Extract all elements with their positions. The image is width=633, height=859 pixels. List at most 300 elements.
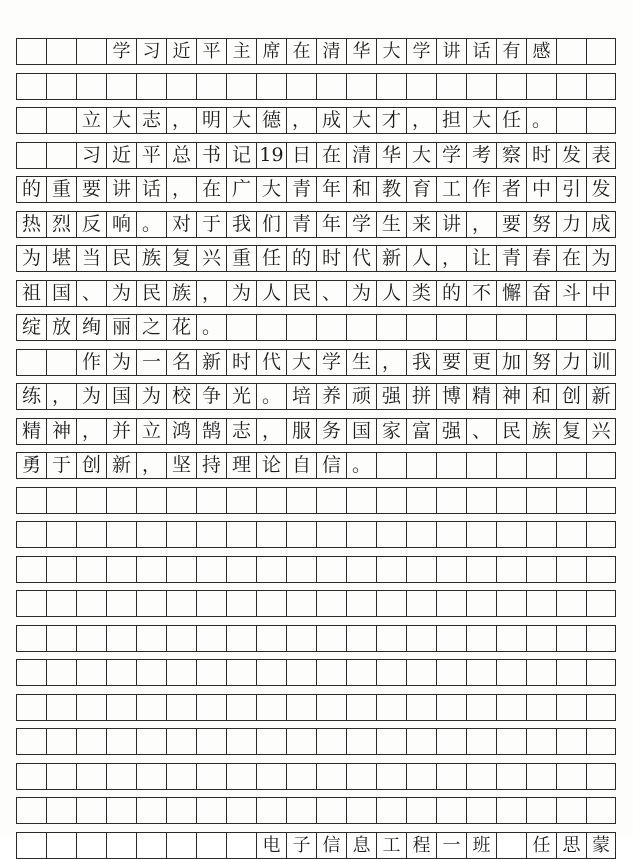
grid-cell: [406, 729, 436, 754]
grid-cell: [376, 764, 406, 789]
grid-cell: [166, 660, 196, 685]
grid-cell: [256, 591, 286, 616]
grid-cell: [166, 522, 196, 547]
grid-cell: [106, 557, 136, 582]
grid-cell: [256, 522, 286, 547]
grid-character: 青: [286, 212, 316, 237]
grid-cell: [76, 39, 106, 64]
grid-cell: [76, 798, 106, 823]
grid-character: 们: [256, 212, 286, 237]
grid-character: 在: [286, 39, 316, 64]
grid-cell: [46, 74, 76, 99]
grid-cell: [226, 557, 256, 582]
grid-cell: [586, 798, 616, 823]
grid-character: 光: [226, 384, 256, 409]
grid-cell: [466, 764, 496, 789]
grid-cell: [256, 557, 286, 582]
grid-character: 懈: [496, 281, 526, 306]
grid-cell: [46, 798, 76, 823]
grid-character: 力: [556, 350, 586, 375]
grid-character: 为: [16, 246, 46, 271]
grid-character: 德: [256, 108, 286, 133]
grid-cell: [136, 764, 166, 789]
grid-cell: [586, 74, 616, 99]
grid-cell: [526, 729, 556, 754]
grid-cell: [166, 591, 196, 616]
grid-character: 任: [256, 246, 286, 271]
grid-character: 绽: [16, 315, 46, 340]
grid-cell: [586, 695, 616, 720]
grid-cell: [436, 626, 466, 651]
grid-cell: [226, 764, 256, 789]
grid-row: [16, 694, 616, 721]
grid-character: 话: [136, 177, 166, 202]
grid-character: 重: [46, 177, 76, 202]
grid-cell: [166, 798, 196, 823]
grid-cell: [256, 764, 286, 789]
grid-cell: [316, 522, 346, 547]
grid-character: 民: [136, 281, 166, 306]
grid-character: 代: [346, 246, 376, 271]
grid-character: 并: [106, 419, 136, 444]
grid-cell: [496, 626, 526, 651]
grid-cell: [106, 798, 136, 823]
grid-cell: [76, 729, 106, 754]
grid-cell: [166, 557, 196, 582]
grid-cell: [256, 488, 286, 513]
grid-cell: [286, 522, 316, 547]
grid-character: 学: [406, 39, 436, 64]
grid-cell: [586, 488, 616, 513]
grid-character: 家: [376, 419, 406, 444]
grid-character: 族: [526, 419, 556, 444]
grid-character: 书: [196, 143, 226, 168]
grid-cell: [76, 522, 106, 547]
grid-cell: [196, 626, 226, 651]
grid-character: 程: [406, 833, 436, 858]
grid-cell: [406, 74, 436, 99]
grid-character: 主: [226, 39, 256, 64]
grid-cell: [346, 798, 376, 823]
grid-cell: [316, 660, 346, 685]
signature-row: [16, 832, 616, 859]
grid-cell: [496, 488, 526, 513]
grid-cell: [556, 591, 586, 616]
grid-cell: [196, 695, 226, 720]
grid-cell: [406, 695, 436, 720]
grid-cell: [586, 522, 616, 547]
grid-character: 理: [226, 453, 256, 478]
grid-cell: [496, 522, 526, 547]
grid-character: 于: [46, 453, 76, 478]
grid-cell: [256, 798, 286, 823]
grid-cell: [586, 557, 616, 582]
grid-character: 。: [526, 108, 556, 133]
grid-cell: [466, 453, 496, 478]
grid-cell: [526, 591, 556, 616]
grid-cell: [586, 660, 616, 685]
grid-cell: [16, 108, 46, 133]
grid-character: ，: [76, 419, 106, 444]
grid-character: 人: [376, 281, 406, 306]
grid-character: 年: [316, 212, 346, 237]
grid-cell: [346, 729, 376, 754]
grid-character: 大: [346, 108, 376, 133]
grid-cell: [556, 39, 586, 64]
grid-character: 任: [496, 108, 526, 133]
grid-cell: [196, 74, 226, 99]
grid-character: 。: [136, 212, 166, 237]
grid-character: 为: [76, 384, 106, 409]
grid-cell: [346, 591, 376, 616]
grid-character: 民: [286, 281, 316, 306]
grid-row: [16, 556, 616, 583]
grid-cell: [466, 798, 496, 823]
grid-character: 富: [406, 419, 436, 444]
grid-character: 平: [196, 39, 226, 64]
grid-character: 考: [466, 143, 496, 168]
grid-cell: [136, 591, 166, 616]
grid-character: 在: [556, 246, 586, 271]
grid-cell: [196, 764, 226, 789]
grid-cell: [586, 591, 616, 616]
grid-cell: [436, 729, 466, 754]
grid-cell: [16, 695, 46, 720]
grid-character: 为: [586, 246, 616, 271]
grid-cell: [406, 488, 436, 513]
grid-cell: [496, 591, 526, 616]
grid-character: 为: [106, 281, 136, 306]
grid-character: 训: [586, 350, 616, 375]
grid-cell: [556, 626, 586, 651]
grid-character: 花: [166, 315, 196, 340]
grid-cell: [166, 626, 196, 651]
grid-cell: [316, 488, 346, 513]
grid-cell: [316, 729, 346, 754]
grid-character: ，: [466, 212, 496, 237]
grid-row: [16, 142, 616, 169]
grid-character: 绚: [76, 315, 106, 340]
grid-cell: [466, 74, 496, 99]
grid-character: 对: [166, 212, 196, 237]
grid-cell: [496, 764, 526, 789]
grid-cell: [496, 557, 526, 582]
grid-character: 蒙: [586, 833, 616, 858]
grid-cell: [286, 695, 316, 720]
grid-row: [16, 521, 616, 548]
grid-cell: [166, 695, 196, 720]
grid-cell: [226, 591, 256, 616]
grid-character: 鹄: [196, 419, 226, 444]
grid-character: 广: [226, 177, 256, 202]
grid-cell: [166, 74, 196, 99]
grid-character: 成: [316, 108, 346, 133]
grid-cell: [556, 729, 586, 754]
grid-character: ，: [286, 108, 316, 133]
grid-cell: [406, 798, 436, 823]
grid-cell: [586, 453, 616, 478]
grid-cell: [586, 39, 616, 64]
grid-cell: [16, 729, 46, 754]
grid-cell: [286, 488, 316, 513]
grid-cell: [106, 522, 136, 547]
grid-cell: [46, 39, 76, 64]
grid-cell: [46, 488, 76, 513]
grid-cell: [106, 591, 136, 616]
grid-character: 新: [586, 384, 616, 409]
grid-character: 近: [166, 39, 196, 64]
grid-character: 族: [166, 281, 196, 306]
grid-character: 才: [376, 108, 406, 133]
grid-cell: [376, 315, 406, 340]
grid-character: 时: [316, 246, 346, 271]
grid-cell: [286, 729, 316, 754]
grid-character: 来: [406, 212, 436, 237]
grid-character: 兴: [196, 246, 226, 271]
grid-cell: [376, 74, 406, 99]
grid-character: 强: [436, 419, 466, 444]
grid-cell: [496, 453, 526, 478]
grid-character: 学: [316, 350, 346, 375]
grid-cell: [586, 108, 616, 133]
grid-character: 复: [166, 246, 196, 271]
grid-cell: [346, 315, 376, 340]
grid-character: 明: [196, 108, 226, 133]
grid-row: [16, 176, 616, 203]
grid-cell: [16, 626, 46, 651]
grid-cell: [316, 798, 346, 823]
grid-character: 新: [196, 350, 226, 375]
grid-character: 生: [376, 212, 406, 237]
grid-character: 为: [106, 350, 136, 375]
grid-character: 和: [526, 384, 556, 409]
grid-cell: [76, 488, 106, 513]
grid-cell: [556, 522, 586, 547]
grid-row: [16, 763, 616, 790]
grid-cell: [316, 557, 346, 582]
grid-cell: [526, 315, 556, 340]
grid-character: 工: [436, 177, 466, 202]
grid-cell: [526, 74, 556, 99]
grid-cell: [136, 695, 166, 720]
grid-character: 的: [286, 246, 316, 271]
grid-character: ，: [376, 350, 406, 375]
grid-character: 精: [466, 384, 496, 409]
grid-character: 让: [466, 246, 496, 271]
grid-cell: [556, 315, 586, 340]
grid-character: 。: [256, 384, 286, 409]
grid-cell: [556, 557, 586, 582]
grid-character: 表: [586, 143, 616, 168]
grid-row: [16, 590, 616, 617]
grid-cell: [346, 626, 376, 651]
grid-character: 当: [76, 246, 106, 271]
grid-character: 持: [196, 453, 226, 478]
grid-character: 清: [316, 39, 346, 64]
grid-character: 作: [466, 177, 496, 202]
grid-character: 不: [466, 281, 496, 306]
grid-character: 烈: [46, 212, 76, 237]
grid-row: [16, 107, 616, 134]
grid-row: [16, 728, 616, 755]
grid-cell: [196, 488, 226, 513]
grid-cell: [46, 695, 76, 720]
grid-character: 青: [286, 177, 316, 202]
grid-character: 努: [526, 212, 556, 237]
grid-cell: [46, 522, 76, 547]
grid-cell: [286, 74, 316, 99]
grid-cell: [226, 660, 256, 685]
grid-character: 为: [346, 281, 376, 306]
grid-character: 立: [76, 108, 106, 133]
grid-cell: [556, 660, 586, 685]
grid-character: 放: [46, 315, 76, 340]
grid-cell: [466, 591, 496, 616]
grid-cell: [316, 695, 346, 720]
grid-cell: [346, 764, 376, 789]
grid-cell: [376, 591, 406, 616]
grid-cell: [466, 695, 496, 720]
grid-character: 争: [196, 384, 226, 409]
grid-cell: [376, 729, 406, 754]
grid-cell: [346, 522, 376, 547]
grid-cell: [76, 764, 106, 789]
grid-character: 族: [136, 246, 166, 271]
grid-cell: [346, 660, 376, 685]
grid-row: [16, 625, 616, 652]
grid-row: [16, 383, 616, 410]
grid-character: 一: [436, 833, 466, 858]
grid-cell: [76, 557, 106, 582]
grid-cell: [256, 626, 286, 651]
grid-character: 大: [256, 177, 286, 202]
grid-character: 代: [256, 350, 286, 375]
grid-cell: [226, 315, 256, 340]
grid-character: 春: [526, 246, 556, 271]
grid-cell: [16, 488, 46, 513]
grid-character: 者: [496, 177, 526, 202]
grid-cell: [316, 764, 346, 789]
grid-cell: [436, 315, 466, 340]
grid-character: 日: [286, 143, 316, 168]
grid-cell: [76, 74, 106, 99]
grid-character: 论: [256, 453, 286, 478]
grid-cell: [16, 522, 46, 547]
grid-character: 立: [136, 419, 166, 444]
grid-cell: [46, 350, 76, 375]
grid-cell: [466, 557, 496, 582]
grid-cell: [436, 488, 466, 513]
grid-character: 勇: [16, 453, 46, 478]
grid-cell: [136, 660, 166, 685]
grid-character: 祖: [16, 281, 46, 306]
grid-character: 中: [526, 177, 556, 202]
grid-cell: [16, 660, 46, 685]
grid-cell: [76, 591, 106, 616]
grid-character: 类: [406, 281, 436, 306]
grid-character: 民: [106, 246, 136, 271]
grid-character: 青: [496, 246, 526, 271]
grid-character: 时: [526, 143, 556, 168]
grid-cell: [556, 764, 586, 789]
grid-cell: [346, 74, 376, 99]
grid-character: 一: [136, 350, 166, 375]
grid-character: 练: [16, 384, 46, 409]
grid-character: 要: [76, 177, 106, 202]
grid-character: 学: [106, 39, 136, 64]
grid-cell: [436, 74, 466, 99]
grid-cell: [226, 798, 256, 823]
grid-character: 力: [556, 212, 586, 237]
grid-cell: [436, 591, 466, 616]
grid-character: 新: [106, 453, 136, 478]
grid-cell: [466, 522, 496, 547]
grid-character: 华: [376, 143, 406, 168]
grid-cell: [526, 695, 556, 720]
grid-cell: [106, 729, 136, 754]
grid-cell: [466, 315, 496, 340]
grid-cell: [256, 660, 286, 685]
grid-character: 大: [376, 39, 406, 64]
grid-row: [16, 659, 616, 686]
grid-cell: [286, 798, 316, 823]
grid-cell: [496, 315, 526, 340]
grid-character: 讲: [436, 39, 466, 64]
grid-cell: [376, 660, 406, 685]
grid-cell: [106, 764, 136, 789]
grid-cell: [46, 626, 76, 651]
grid-row: [16, 487, 616, 514]
grid-cell: [76, 660, 106, 685]
grid-character: 生: [346, 350, 376, 375]
grid-cell: [556, 695, 586, 720]
grid-cell: [466, 729, 496, 754]
grid-cell: [46, 729, 76, 754]
grid-cell: [406, 315, 436, 340]
grid-character: 奋: [526, 281, 556, 306]
grid-row: [16, 314, 616, 341]
grid-cell: [436, 798, 466, 823]
grid-row: [16, 797, 616, 824]
grid-cell: [166, 729, 196, 754]
grid-character: 堪: [46, 246, 76, 271]
grid-cell: [106, 488, 136, 513]
grid-cell: [556, 488, 586, 513]
grid-character: 重: [226, 246, 256, 271]
grid-row: [16, 211, 616, 238]
grid-character: 努: [526, 350, 556, 375]
grid-character: 和: [346, 177, 376, 202]
grid-character: 人: [406, 246, 436, 271]
grid-row: [16, 245, 616, 272]
grid-cell: [376, 488, 406, 513]
grid-cell: [406, 522, 436, 547]
grid-cell: [496, 74, 526, 99]
grid-cell: [376, 798, 406, 823]
grid-character: 反: [76, 212, 106, 237]
grid-cell: [406, 626, 436, 651]
grid-character: 新: [376, 246, 406, 271]
grid-character: 作: [76, 350, 106, 375]
grid-character: 的: [436, 281, 466, 306]
grid-cell: [256, 74, 286, 99]
grid-character: 校: [166, 384, 196, 409]
grid-character: 讲: [436, 212, 466, 237]
grid-cell: [346, 488, 376, 513]
grid-cell: [526, 798, 556, 823]
grid-cell: [136, 729, 166, 754]
grid-character: 大: [106, 108, 136, 133]
